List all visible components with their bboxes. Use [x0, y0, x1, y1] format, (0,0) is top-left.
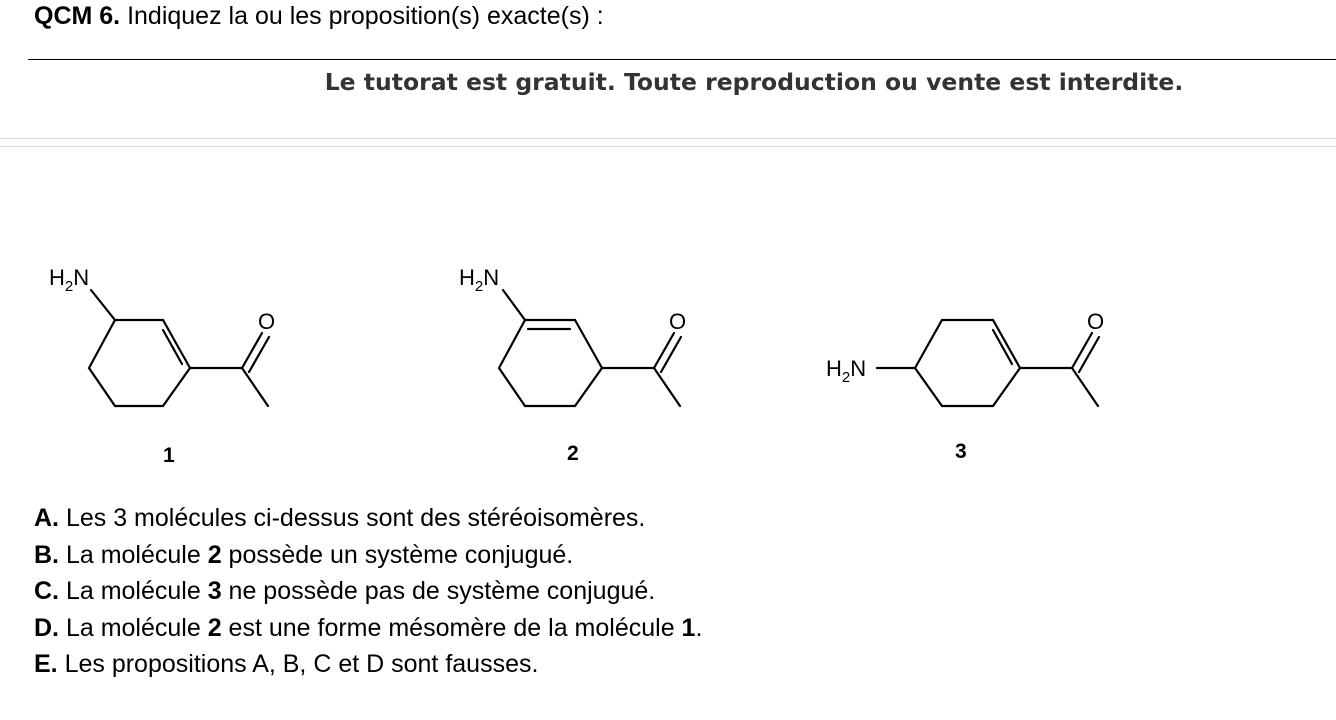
molecule-1-oxygen-label: O [258, 309, 276, 334]
molecule-2 [459, 265, 686, 465]
molecule-2-oxygen-label: O [669, 309, 687, 334]
option-b[interactable] [34, 537, 702, 574]
molecule-3-oxygen-label: O [1087, 309, 1105, 334]
option-d[interactable] [34, 610, 702, 647]
option-d-text-2: est une forme mésomère de la molécule [221, 613, 682, 642]
option-c-letter: C. [34, 577, 59, 605]
option-b-molecule-number: 2 [207, 540, 222, 569]
footer-notice: Le tutorat est gratuit. Toute reproduction ou vente est interdite. [324, 68, 1184, 96]
option-d-molecule-number-2: 1 [681, 613, 696, 642]
option-c-text-2: ne possède pas de système conjugué. [221, 577, 656, 605]
option-e-text: Les propositions A, B, C et D sont fausses. [57, 650, 539, 678]
question-text: Indiquez la ou les proposition(s) exacte(s) : [120, 2, 604, 30]
question-label: QCM 6. [34, 2, 121, 30]
option-a-letter: A. [34, 504, 59, 532]
molecule-3-amine-label: $H_2N$ [826, 356, 867, 386]
option-e[interactable] [34, 646, 702, 683]
option-c[interactable] [34, 573, 702, 610]
molecule-2-amine-label: $H_2N$ [459, 265, 500, 295]
option-d-letter: D. [34, 613, 59, 642]
molecule-1 [49, 265, 275, 467]
option-b-letter: B. [34, 540, 59, 569]
option-b-text-2: possède un système conjugué. [221, 540, 574, 569]
molecule-2-number: 2 [567, 442, 579, 465]
molecule-1-number: 1 [163, 444, 175, 467]
molecule-3-number: 3 [955, 440, 967, 463]
option-e-letter: E. [34, 650, 58, 678]
option-a-text: Les 3 molécules ci-dessus sont des stéréoisomères. [59, 504, 646, 532]
option-d-molecule-number-1: 2 [207, 613, 222, 642]
option-b-text-1: La molécule [59, 540, 208, 569]
option-c-text-1: La molécule [59, 577, 208, 605]
option-c-molecule-number: 3 [207, 577, 222, 605]
molecule-3 [826, 309, 1104, 463]
option-d-text-1: La molécule [59, 613, 208, 642]
molecule-1-amine-label: $H_2N$ [49, 265, 90, 295]
option-d-text-3: . [695, 613, 703, 642]
answer-options [34, 500, 702, 683]
option-a[interactable] [34, 500, 702, 537]
